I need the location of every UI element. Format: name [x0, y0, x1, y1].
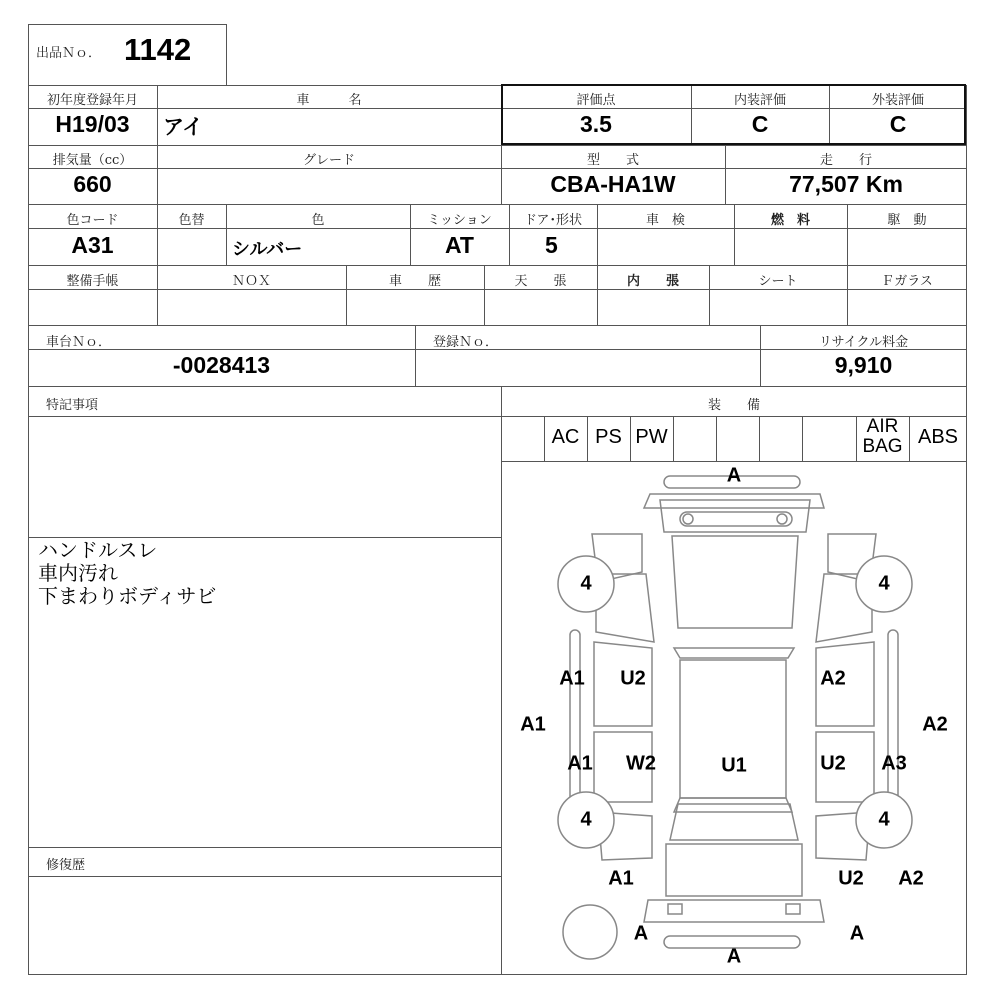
color-label: 色 [311, 213, 325, 228]
mission-value: AT [445, 232, 474, 258]
exterior-label: 外装評価 [871, 93, 924, 108]
tire-front-right: 4 [878, 572, 890, 595]
history-label: 車 歴 [388, 274, 441, 289]
car-name-label: 車 名 [296, 93, 362, 108]
model-label: 型 式 [586, 153, 639, 168]
exterior-value: C [889, 111, 907, 137]
displacement-value: 660 [73, 171, 112, 197]
equip-airbag: AIR BAG [862, 416, 903, 457]
inspection-label: 車 検 [645, 213, 685, 228]
damage-rear-right-quarter-a: A2 [898, 867, 924, 890]
maintenance-label: 整備手帳 [66, 274, 119, 289]
drive-label: 駆 動 [887, 213, 927, 228]
score-label: 評価点 [576, 93, 616, 108]
grade-label: グレード [302, 153, 355, 168]
equip-ac: AC [551, 426, 580, 448]
tire-rear-left: 4 [580, 808, 592, 831]
door-label: ドア･形状 [523, 213, 583, 228]
damage-front-bumper: A [726, 464, 742, 487]
recycle-value: 9,910 [834, 352, 893, 378]
chassis-label: 車台Ｎｏ． [46, 335, 112, 350]
interior-label: 内装評価 [733, 93, 786, 108]
special-notes-label: 特記事項 [46, 398, 99, 413]
tire-front-left: 4 [580, 572, 592, 595]
damage-rear-right-quarter-u: U2 [838, 867, 864, 890]
damage-rear-left-quarter: A1 [608, 867, 634, 890]
damage-roof: U1 [721, 754, 747, 777]
damage-right-front-fender: A2 [820, 667, 846, 690]
door-value: 5 [545, 232, 558, 258]
damage-right-rear-door-a: A3 [881, 752, 907, 775]
lot-number-label: 出品Ｎｏ． [36, 46, 102, 61]
recycle-label: リサイクル料金 [818, 335, 909, 350]
repair-history-label: 修復歴 [46, 858, 86, 873]
damage-rear-right: A [849, 922, 865, 945]
car-name-value: アイ [163, 116, 204, 139]
damage-right-rear-door: U2 [820, 752, 846, 775]
color-code-label: 色コード [66, 213, 119, 228]
equipment-label: 装 備 [707, 398, 760, 413]
damage-left-front-fender: A1 [559, 667, 585, 690]
mileage-value: 77,507 Km [789, 171, 903, 197]
color-value: シルバー [232, 239, 303, 259]
first-reg-label: 初年度登録年月 [46, 93, 138, 108]
interior-value: C [751, 111, 769, 137]
roof-label: 天 張 [514, 274, 567, 289]
damage-left-side: A1 [520, 713, 546, 736]
mission-label: ミッション [427, 213, 492, 228]
seat-label: シート [758, 274, 798, 289]
damage-left-rear-door-a: A1 [567, 752, 593, 775]
damage-right-side: A2 [922, 713, 948, 736]
color-change-label: 色替 [178, 213, 205, 228]
mileage-label: 走 行 [819, 153, 872, 168]
note-line-2: 車内汚れ [38, 561, 118, 585]
tire-rear-right: 4 [878, 808, 890, 831]
equip-ps: PS [595, 426, 622, 448]
score-value: 3.5 [580, 111, 612, 137]
damage-left-rear-door-w: W2 [626, 752, 656, 775]
fuel-label: 燃 料 [770, 213, 810, 228]
chassis-value: -0028413 [172, 352, 271, 378]
damage-rear-bumper: A [726, 945, 742, 968]
glass-label: Ｆガラス [881, 274, 933, 289]
displacement-label: 排気量（cc） [52, 153, 133, 168]
lot-number: 1142 [124, 32, 192, 67]
first-reg-value: H19/03 [55, 111, 130, 137]
damage-left-front-door: U2 [620, 667, 646, 690]
color-code-value: A31 [71, 232, 114, 258]
model-value: CBA-HA1W [550, 171, 676, 197]
equip-abs: ABS [917, 426, 959, 448]
equip-pw: PW [635, 426, 668, 448]
interior-trim-label: 内 張 [626, 274, 679, 289]
car-diagram [502, 462, 966, 974]
note-line-1: ハンドルスレ [38, 538, 158, 562]
damage-rear-left: A [633, 922, 649, 945]
registration-label: 登録Ｎｏ． [433, 335, 499, 350]
nox-label: ＮＯＸ [231, 274, 271, 289]
note-line-3: 下まわりボディサビ [38, 584, 217, 608]
